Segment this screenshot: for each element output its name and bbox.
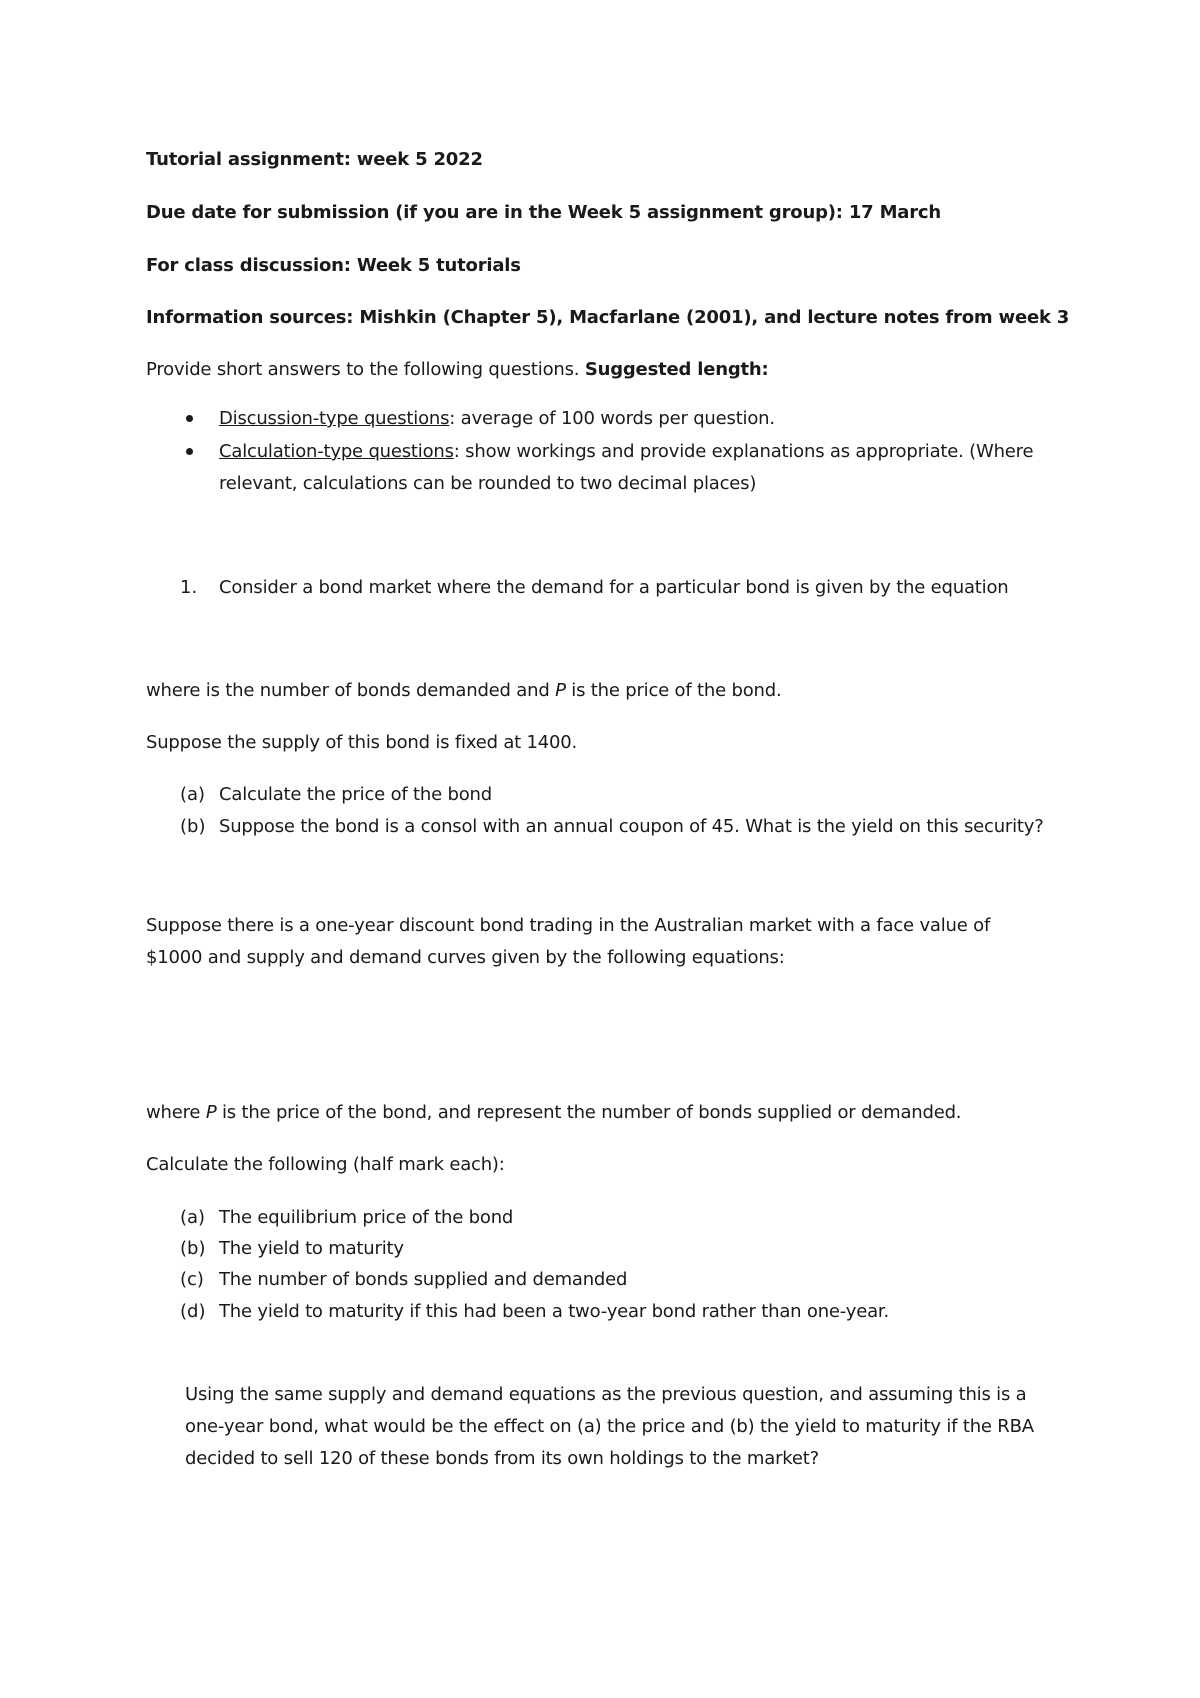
part-label: (a) — [180, 1207, 206, 1228]
intro-text: Provide short answers to the following questions. — [146, 359, 585, 380]
part-text: The number of bonds supplied and demanded — [219, 1269, 628, 1290]
bullet-label: Calculation-type questions — [219, 441, 454, 462]
bullet-continuation: relevant, calculations can be rounded to two decimal places) — [219, 473, 757, 494]
part-label: (a) — [180, 784, 206, 805]
bullet-text: : average of 100 words per question. — [449, 408, 775, 429]
question-1-text: Consider a bond market where the demand for a particular bond is given by the equation — [219, 577, 1009, 598]
question-number: 1. — [180, 577, 198, 598]
intro-paragraph — [146, 358, 769, 382]
part-label: (b) — [180, 1238, 206, 1259]
bullet-dot — [186, 415, 193, 422]
q2-where-line — [146, 1101, 961, 1125]
q3-line-3: decided to sell 120 of these bonds from its own holdings to the market? — [185, 1448, 819, 1469]
bullet-text: : show workings and provide explanations as appropriate. (Where — [453, 441, 1034, 462]
part-text: The yield to maturity if this had been a two-year bond rather than one-year. — [219, 1301, 889, 1322]
bullet-label: Discussion-type questions — [219, 408, 450, 429]
q2-calc-line: Calculate the following (half mark each): — [146, 1154, 505, 1175]
where-text: where — [146, 1102, 206, 1123]
part-text: Suppose the bond is a consol with an annual coupon of 45. What is the yield on this security? — [219, 816, 1044, 837]
q3-line-1: Using the same supply and demand equations as the previous question, and assuming this is a — [185, 1384, 1027, 1405]
q2-line-2: $1000 and supply and demand curves given by the following equations: — [146, 947, 785, 968]
bullet-item-calculation — [219, 440, 1033, 464]
where-text: where is the number of bonds demanded and — [146, 680, 556, 701]
part-text: Calculate the price of the bond — [219, 784, 492, 805]
class-discussion: For class discussion: Week 5 tutorials — [146, 255, 521, 276]
bullet-dot — [186, 448, 193, 455]
part-label: (d) — [180, 1301, 206, 1322]
where-text-end: is the price of the bond, and represent the number of bonds supplied or demanded. — [216, 1102, 962, 1123]
part-label: (b) — [180, 816, 206, 837]
q1-where-line — [146, 679, 781, 703]
price-symbol: P — [555, 680, 566, 701]
price-symbol: P — [205, 1102, 217, 1123]
due-date: Due date for submission (if you are in the Week 5 assignment group): 17 March — [146, 202, 941, 223]
bullet-item-discussion — [219, 407, 775, 431]
document-title: Tutorial assignment: week 5 2022 — [146, 149, 483, 170]
q1-supply-line: Suppose the supply of this bond is fixed at 1400. — [146, 732, 578, 753]
intro-bold: Suggested length: — [584, 359, 769, 380]
part-text: The yield to maturity — [219, 1238, 404, 1259]
information-sources: Information sources: Mishkin (Chapter 5), Macfarlane (2001), and lecture notes from week 3 — [146, 307, 1070, 328]
part-label: (c) — [180, 1269, 204, 1290]
q2-line-1: Suppose there is a one-year discount bond trading in the Australian market with a face value of — [146, 915, 991, 936]
q3-line-2: one-year bond, what would be the effect on (a) the price and (b) the yield to maturity if the RBA — [185, 1416, 1034, 1437]
where-text-end: is the price of the bond. — [565, 680, 782, 701]
part-text: The equilibrium price of the bond — [219, 1207, 514, 1228]
